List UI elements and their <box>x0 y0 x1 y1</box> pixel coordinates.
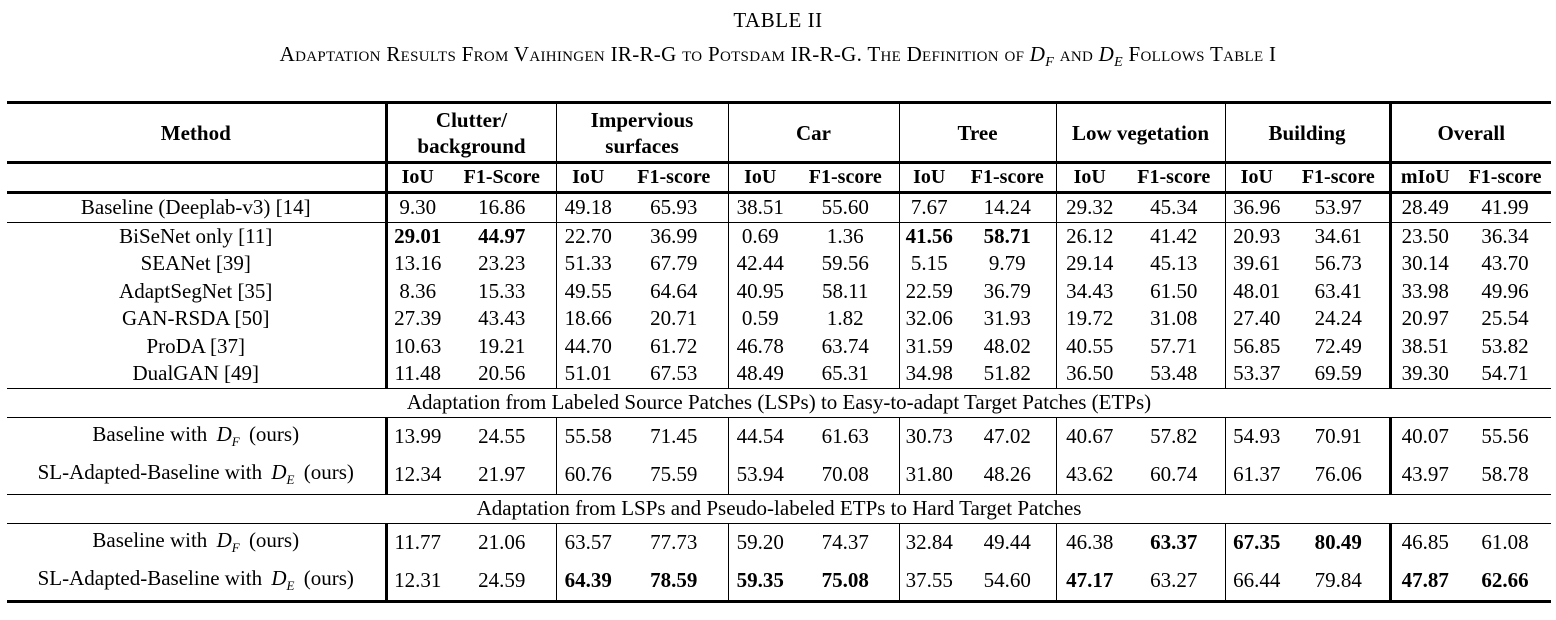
value-cell: 63.57 <box>556 523 620 562</box>
results-table-body <box>7 193 1551 602</box>
caption-df-symbol: $D_F$ <box>1029 42 1055 71</box>
value-cell: 22.70 <box>556 222 620 250</box>
value-cell: 41.42 <box>1123 222 1225 250</box>
header-metric: F1-score <box>792 163 899 193</box>
method-cell: DualGAN [49] <box>132 361 260 386</box>
value-cell: 9.79 <box>988 251 1026 276</box>
value-cell: 63.41 <box>1314 278 1362 303</box>
value-cell: 27.39 <box>386 305 448 333</box>
header-metric: mIoU <box>1390 163 1459 193</box>
value-cell: 1.36 <box>792 222 899 250</box>
value-cell: 0.59 <box>728 305 792 333</box>
value-cell: 42.44 <box>728 250 792 278</box>
value-cell: 19.72 <box>1056 305 1123 333</box>
value-cell: 40.07 <box>1390 417 1459 456</box>
method-cell: ProDA [37] <box>146 333 246 358</box>
method-symbol: $D_E$ <box>271 566 295 594</box>
header-metric: IoU <box>728 163 792 193</box>
method-cell <box>7 456 386 495</box>
value-cell: 49.18 <box>556 193 620 223</box>
value-cell: 53.94 <box>728 456 792 495</box>
value-cell: 51.33 <box>556 250 620 278</box>
value-cell: 11.77 <box>386 523 448 562</box>
value-cell: 44.70 <box>556 333 620 361</box>
value-cell: 53.82 <box>1481 333 1529 358</box>
value-cell: 58.78 <box>1481 462 1529 486</box>
value-cell: 53.97 <box>1288 193 1390 223</box>
value-cell: 70.91 <box>1288 417 1390 456</box>
value-cell: 22.59 <box>899 278 959 306</box>
table-row <box>7 360 1551 388</box>
header-metric: F1-score <box>959 163 1056 193</box>
value-cell: 47.17 <box>1056 562 1123 602</box>
method-cell <box>7 417 386 456</box>
method-cell: BiSeNet only [11] <box>7 222 386 250</box>
value-cell: 71.45 <box>620 417 728 456</box>
method-suffix: (ours) <box>303 566 354 591</box>
header-metric: IoU <box>1225 163 1288 193</box>
value-cell: 69.59 <box>1314 361 1362 386</box>
table-row-baseline <box>7 193 1551 223</box>
method-suffix: (ours) <box>248 422 300 447</box>
table-row <box>7 417 1551 456</box>
value-cell: 19.21 <box>478 333 526 358</box>
method-prefix: Baseline with <box>92 528 208 553</box>
value-cell: 62.66 <box>1459 562 1551 602</box>
value-cell: 63.37 <box>1123 523 1225 562</box>
table-row <box>7 456 1551 495</box>
value-cell: 70.08 <box>821 462 869 486</box>
value-cell: 13.16 <box>386 250 448 278</box>
header-class-tree: Tree <box>899 103 1056 163</box>
value-cell: 65.93 <box>620 193 728 223</box>
method-prefix: Baseline with <box>92 422 208 447</box>
value-cell: 36.34 <box>1459 222 1551 250</box>
method-suffix: (ours) <box>248 528 300 553</box>
header-metric: F1-score <box>1288 163 1390 193</box>
value-cell: 49.55 <box>556 278 620 306</box>
value-cell: 67.79 <box>650 251 698 276</box>
table-row <box>7 305 1551 333</box>
value-cell: 59.20 <box>728 523 792 562</box>
value-cell: 24.24 <box>1314 306 1362 331</box>
value-cell: 48.26 <box>983 462 1031 486</box>
value-cell: 59.56 <box>821 251 869 276</box>
value-cell: 63.74 <box>821 333 869 358</box>
value-cell: 58.11 <box>822 278 869 303</box>
value-cell: 56.85 <box>1225 333 1288 361</box>
table-caption-title: TABLE II <box>733 8 823 32</box>
table-row <box>7 250 1551 278</box>
value-cell: 65.31 <box>821 361 869 386</box>
value-cell: 28.49 <box>1390 193 1459 223</box>
value-cell: 43.62 <box>1056 456 1123 495</box>
value-cell: 59.35 <box>728 562 792 602</box>
value-cell: 63.27 <box>1123 562 1225 602</box>
value-cell: 23.50 <box>1390 222 1459 250</box>
value-cell: 51.01 <box>556 360 620 388</box>
value-cell: 31.08 <box>1150 306 1198 331</box>
value-cell: 43.97 <box>1390 456 1459 495</box>
value-cell: 30.73 <box>899 417 959 456</box>
method-prefix: SL-Adapted-Baseline with <box>37 460 263 485</box>
value-cell: 45.34 <box>1123 193 1225 223</box>
value-cell: 20.97 <box>1390 305 1459 333</box>
value-cell: 12.34 <box>386 456 448 495</box>
section-header-row <box>7 388 1551 417</box>
value-cell: 43.70 <box>1481 251 1529 276</box>
table-row <box>7 523 1551 562</box>
value-cell: 55.60 <box>792 193 899 223</box>
value-cell: 44.54 <box>728 417 792 456</box>
value-cell: 31.59 <box>899 333 959 361</box>
header-row-classes <box>7 103 1551 163</box>
value-cell: 61.50 <box>1150 278 1198 303</box>
value-cell: 46.78 <box>728 333 792 361</box>
value-cell: 24.59 <box>448 562 556 602</box>
value-cell: 78.59 <box>620 562 728 602</box>
value-cell: 54.60 <box>959 562 1056 602</box>
value-cell: 66.44 <box>1225 562 1288 602</box>
method-cell: SEANet [39] <box>140 251 251 276</box>
value-cell: 49.44 <box>959 523 1056 562</box>
value-cell: 29.32 <box>1056 193 1123 223</box>
method-cell <box>7 562 386 602</box>
value-cell: 61.72 <box>650 333 698 358</box>
value-cell: 75.59 <box>650 462 698 486</box>
value-cell: 21.06 <box>448 523 556 562</box>
value-cell: 41.99 <box>1459 193 1551 223</box>
results-table <box>7 101 1551 603</box>
value-cell: 53.48 <box>1150 361 1198 386</box>
header-class-clutter: Clutter/ background <box>386 103 556 163</box>
value-cell: 38.51 <box>1390 333 1459 361</box>
value-cell: 20.56 <box>478 361 526 386</box>
value-cell: 51.82 <box>983 361 1031 386</box>
value-cell: 80.49 <box>1288 523 1390 562</box>
caption-subtitle-suffix: Follows Table I <box>1128 42 1277 66</box>
value-cell: 48.49 <box>728 360 792 388</box>
table-caption-subtitle <box>0 42 1556 71</box>
header-metric: F1-Score <box>448 163 556 193</box>
value-cell: 32.84 <box>899 523 959 562</box>
value-cell: 39.61 <box>1225 250 1288 278</box>
value-cell: 32.06 <box>899 305 959 333</box>
value-cell: 48.01 <box>1225 278 1288 306</box>
value-cell: 33.98 <box>1390 278 1459 306</box>
header-metric: IoU <box>899 163 959 193</box>
value-cell: 16.86 <box>448 193 556 223</box>
value-cell: 34.98 <box>899 360 959 388</box>
value-cell: 40.55 <box>1056 333 1123 361</box>
header-row-metrics <box>7 163 1551 193</box>
value-cell: 49.96 <box>1481 278 1529 303</box>
value-cell: 67.53 <box>650 361 698 386</box>
value-cell: 40.95 <box>728 278 792 306</box>
caption-de-symbol: $D_E$ <box>1098 42 1123 71</box>
value-cell: 23.23 <box>478 251 526 276</box>
value-cell: 40.67 <box>1056 417 1123 456</box>
header-metric: IoU <box>1056 163 1123 193</box>
method-cell: AdaptSegNet [35] <box>119 278 273 303</box>
header-class-impervious: Impervious surfaces <box>556 103 728 163</box>
value-cell: 44.97 <box>448 222 556 250</box>
method-cell: Baseline (Deeplab-v3) [14] <box>7 193 386 223</box>
value-cell: 36.99 <box>620 222 728 250</box>
value-cell: 58.71 <box>959 222 1056 250</box>
value-cell: 8.36 <box>386 278 448 306</box>
value-cell: 27.40 <box>1225 305 1288 333</box>
method-symbol: $D_E$ <box>271 460 295 488</box>
value-cell: 60.76 <box>556 456 620 495</box>
value-cell: 72.49 <box>1314 333 1362 358</box>
value-cell: 57.71 <box>1150 333 1198 358</box>
value-cell: 10.63 <box>386 333 448 361</box>
value-cell: 34.43 <box>1056 278 1123 306</box>
table-row <box>7 562 1551 602</box>
value-cell: 60.74 <box>1150 462 1198 486</box>
table-row <box>7 278 1551 306</box>
value-cell: 36.50 <box>1056 360 1123 388</box>
method-symbol: $D_F$ <box>216 528 240 556</box>
method-cell: GAN-RSDA [50] <box>121 306 270 331</box>
caption-subtitle-prefix: Adaptation Results From Vaihingen IR-R-G to Potsdam IR-R-G. The Definition of <box>279 42 1025 66</box>
value-cell: 13.99 <box>386 417 448 456</box>
value-cell: 45.13 <box>1150 251 1198 276</box>
value-cell: 7.67 <box>899 193 959 223</box>
value-cell: 31.80 <box>899 456 959 495</box>
value-cell: 24.55 <box>448 417 556 456</box>
value-cell: 11.48 <box>386 360 448 388</box>
value-cell: 53.37 <box>1225 360 1288 388</box>
value-cell: 54.71 <box>1481 361 1529 386</box>
value-cell: 76.06 <box>1314 462 1362 486</box>
value-cell: 15.33 <box>478 278 526 303</box>
value-cell: 29.01 <box>386 222 448 250</box>
value-cell: 47.87 <box>1390 562 1459 602</box>
table-row <box>7 222 1551 250</box>
value-cell: 64.39 <box>556 562 620 602</box>
header-class-car: Car <box>728 103 899 163</box>
section-header-row <box>7 494 1551 523</box>
value-cell: 61.37 <box>1225 456 1288 495</box>
value-cell: 21.97 <box>478 462 526 486</box>
value-cell: 36.79 <box>983 278 1031 303</box>
value-cell: 67.35 <box>1225 523 1288 562</box>
value-cell: 1.82 <box>826 306 864 331</box>
value-cell: 56.73 <box>1314 251 1362 276</box>
method-cell <box>7 523 386 562</box>
header-metric: IoU <box>556 163 620 193</box>
value-cell: 64.64 <box>650 278 698 303</box>
value-cell: 47.02 <box>959 417 1056 456</box>
header-metric: IoU <box>386 163 448 193</box>
header-method-blank <box>7 163 386 193</box>
section-title: Adaptation from Labeled Source Patches (LSPs) to Easy-to-adapt Target Patches (ETPs) <box>7 388 1551 417</box>
header-class-low-vegetation: Low vegetation <box>1056 103 1225 163</box>
value-cell: 39.30 <box>1390 360 1459 388</box>
value-cell: 75.08 <box>792 562 899 602</box>
value-cell: 0.69 <box>728 222 792 250</box>
header-class-overall: Overall <box>1390 103 1551 163</box>
method-symbol: $D_F$ <box>216 422 240 450</box>
value-cell: 14.24 <box>959 193 1056 223</box>
value-cell: 46.85 <box>1390 523 1459 562</box>
value-cell: 77.73 <box>620 523 728 562</box>
table-row <box>7 333 1551 361</box>
value-cell: 9.30 <box>386 193 448 223</box>
value-cell: 5.15 <box>899 250 959 278</box>
value-cell: 34.61 <box>1288 222 1390 250</box>
value-cell: 37.55 <box>899 562 959 602</box>
method-prefix: SL-Adapted-Baseline with <box>37 566 263 591</box>
value-cell: 36.96 <box>1225 193 1288 223</box>
value-cell: 38.51 <box>728 193 792 223</box>
value-cell: 48.02 <box>983 333 1031 358</box>
value-cell: 12.31 <box>386 562 448 602</box>
value-cell: 61.63 <box>792 417 899 456</box>
value-cell: 20.93 <box>1225 222 1288 250</box>
header-method: Method <box>7 103 386 163</box>
value-cell: 61.08 <box>1459 523 1551 562</box>
value-cell: 79.84 <box>1288 562 1390 602</box>
header-metric: F1-score <box>1459 163 1551 193</box>
value-cell: 57.82 <box>1123 417 1225 456</box>
value-cell: 20.71 <box>650 306 698 331</box>
header-metric: F1-score <box>620 163 728 193</box>
value-cell: 41.56 <box>899 222 959 250</box>
value-cell: 31.93 <box>983 306 1031 331</box>
caption-and-word: and <box>1059 42 1094 66</box>
value-cell: 74.37 <box>792 523 899 562</box>
value-cell: 54.93 <box>1225 417 1288 456</box>
value-cell: 29.14 <box>1056 250 1123 278</box>
value-cell: 25.54 <box>1481 306 1529 331</box>
header-metric: F1-score <box>1123 163 1225 193</box>
value-cell: 55.58 <box>556 417 620 456</box>
value-cell: 26.12 <box>1056 222 1123 250</box>
value-cell: 46.38 <box>1056 523 1123 562</box>
value-cell: 43.43 <box>478 306 526 331</box>
header-class-building: Building <box>1225 103 1390 163</box>
value-cell: 30.14 <box>1390 250 1459 278</box>
value-cell: 55.56 <box>1459 417 1551 456</box>
method-suffix: (ours) <box>303 460 354 485</box>
value-cell: 18.66 <box>556 305 620 333</box>
section-title: Adaptation from LSPs and Pseudo-labeled ETPs to Hard Target Patches <box>7 494 1551 523</box>
